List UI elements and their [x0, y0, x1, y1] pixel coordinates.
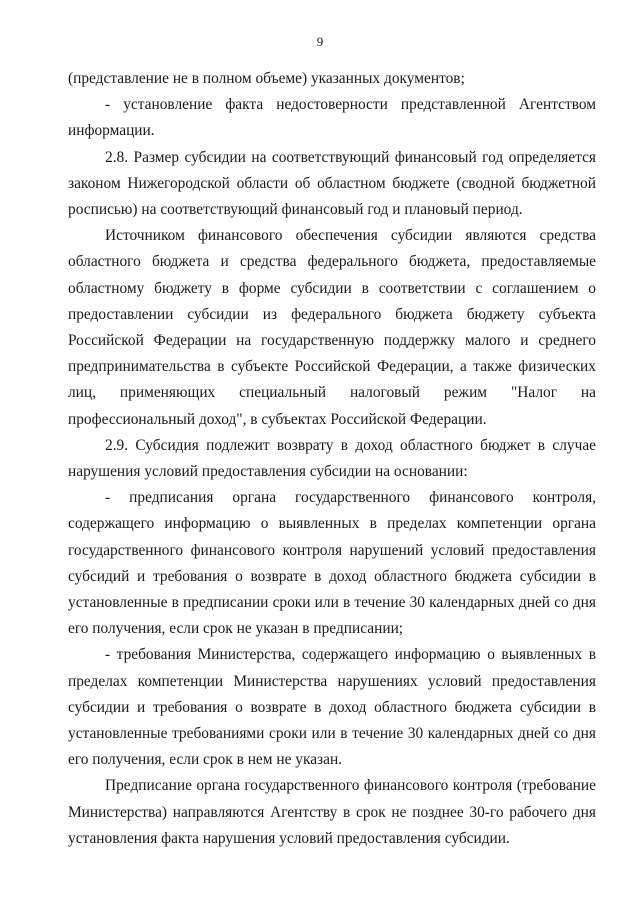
paragraph-list-item-inaccuracy: - установление факта недостоверности представленной Агентством информации. — [68, 96, 596, 140]
paragraph-funding-source: Источником финансового обеспечения субсидии являются средства областного бюджета и средства федерального бюджета, предоставляемые областному бюджету в форме субсидии в соответствии с соглашением о предоставлении субсидии из федерального бюджета бюджету субъекта Российской Федерации на государственную поддержку малого и среднего предпринимательства в субъекте Российской Федерации, а также физических лиц, применяющих специальный налоговый режим "Налог на профессиональный доход", в субъектах Российской Федерации. — [68, 227, 596, 428]
paragraph-prescription-deadline: Предписание органа государственного финансового контроля (требование Министерства) направляются Агентству в срок не позднее 30-го рабочего дня установления факта нарушения условий предоставления субсидии. — [68, 777, 596, 847]
paragraph-section-2-8: 2.8. Размер субсидии на соответствующий финансовый год определяется законом Нижегородской области об областном бюджете (сводной бюджетной росписью) на соответствующий финансовый год и плановый период. — [68, 148, 596, 219]
document-body — [68, 66, 596, 852]
paragraph-list-item-prescription: - предписания органа государственного финансового контроля, содержащего информацию о выявленных в пределах компетенции органа государственного финансового контроля нарушений условий предоставления субсидий и требования о возврате в доход областного бюджета субсидии в установленные в предписании сроки или в течение 30 календарных дней со дня его получения, если срок не указан в предписании; — [68, 489, 596, 638]
page-number: 9 — [316, 34, 324, 49]
paragraph-continuation: (представление не в полном объеме) указанных документов; — [68, 70, 465, 87]
paragraph-list-item-ministry-requirement: - требования Министерства, содержащего информацию о выявленных в пределах компетенции Министерства нарушениях условий предоставления субсидии и требования о возврате в доход областного бюджета субсидии в установленные требованиями сроки или в течение 30 календарных дней со дня его получения, если срок в нем не указан. — [68, 646, 596, 769]
paragraph-section-2-9: 2.9. Субсидия подлежит возврату в доход областного бюджет в случае нарушения условий предоставления субсидии на основании: — [68, 436, 596, 481]
